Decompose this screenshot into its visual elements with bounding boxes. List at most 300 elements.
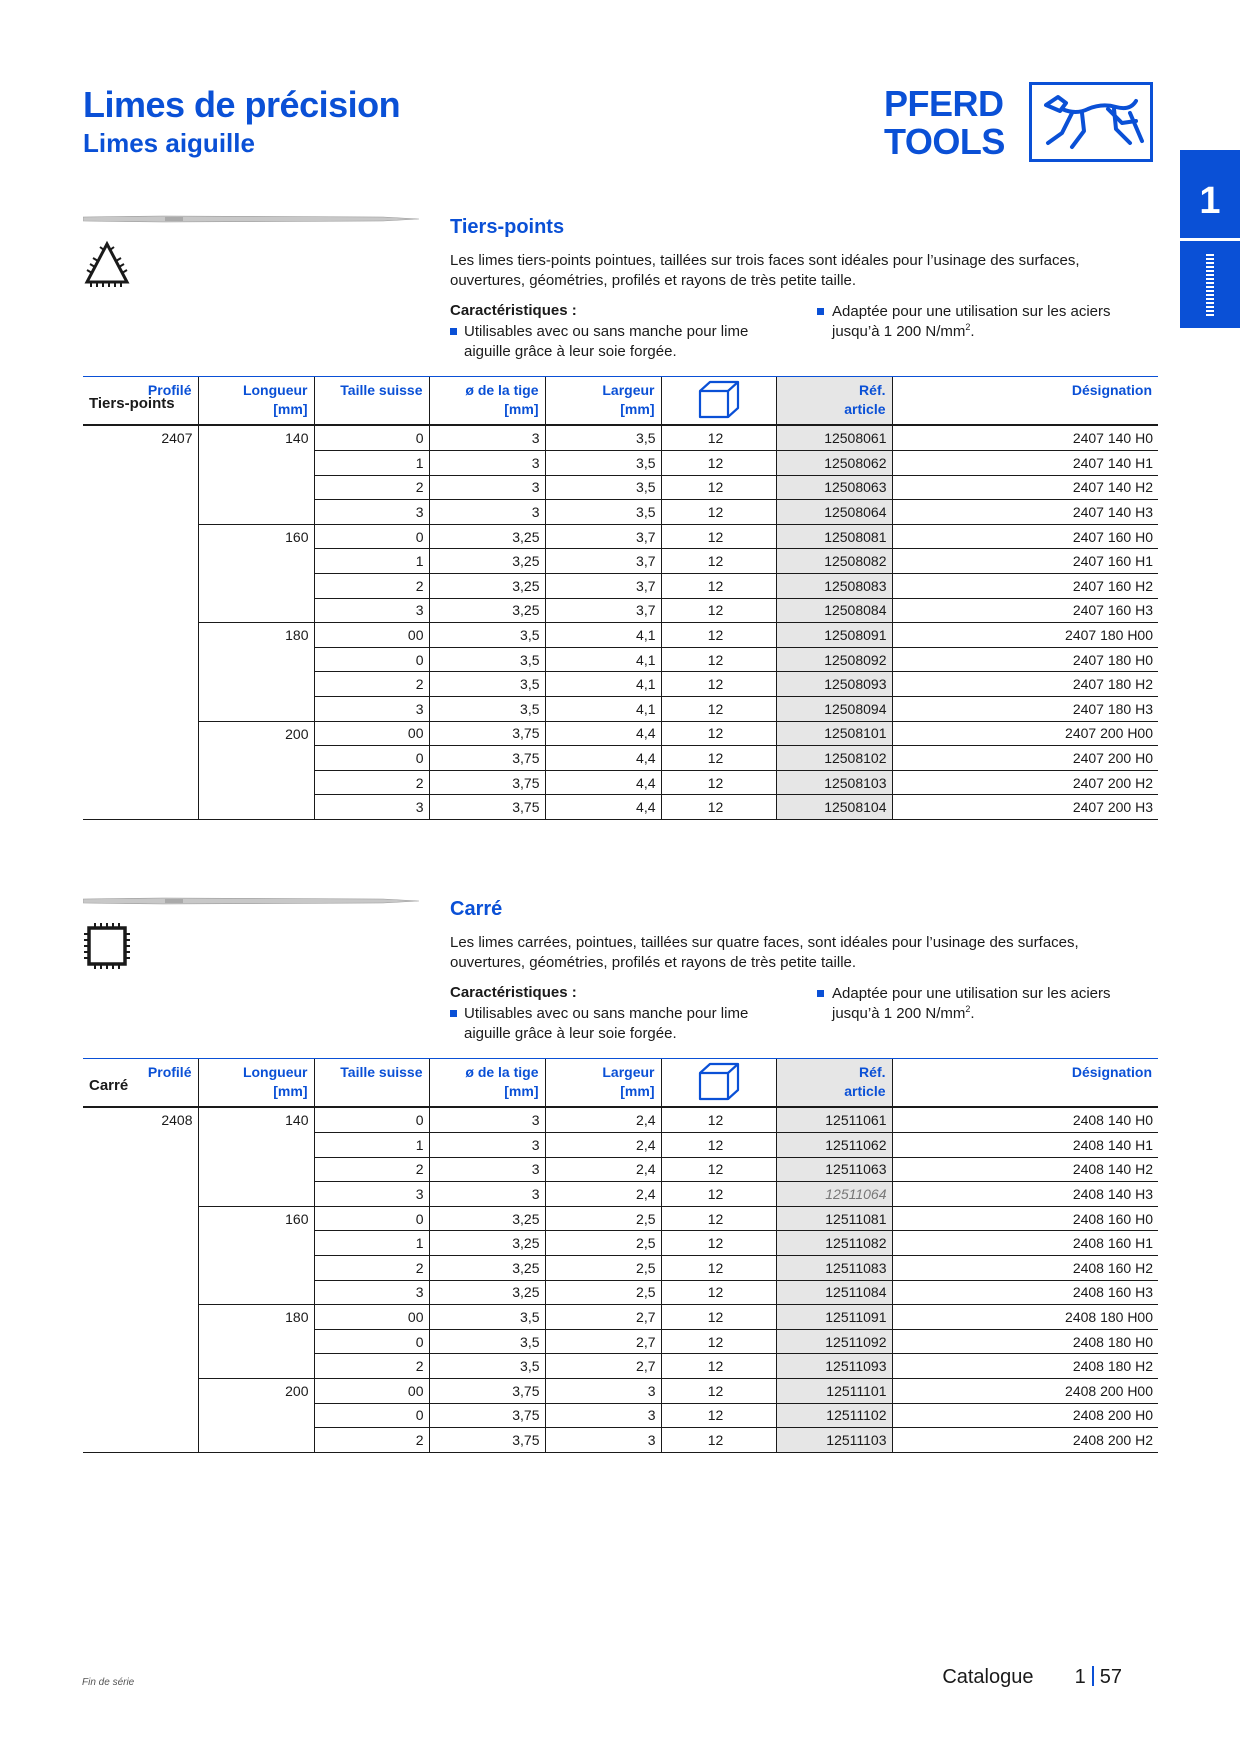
cell-tang-diameter: 3,75 [429, 795, 545, 820]
cell-package: 12 [661, 1231, 776, 1256]
cell-profile [83, 795, 198, 820]
cell-package: 12 [661, 1329, 776, 1354]
cell-swiss-cut: 00 [314, 623, 429, 648]
cell-profile [83, 1379, 198, 1404]
package-box-icon [697, 1061, 741, 1101]
cell-tang-diameter: 3 [429, 475, 545, 500]
cell-reference: 12511061 [776, 1108, 892, 1133]
cell-profile [83, 524, 198, 549]
cell-length [198, 451, 314, 476]
cell-swiss-cut: 2 [314, 672, 429, 697]
cell-length [198, 549, 314, 574]
cell-swiss-cut: 0 [314, 647, 429, 672]
cell-designation: 2408 160 H1 [892, 1231, 1158, 1256]
cell-package: 12 [661, 574, 776, 599]
cell-swiss-cut: 1 [314, 1231, 429, 1256]
cell-profile [83, 672, 198, 697]
page-footer [942, 1666, 1122, 1689]
cell-length [198, 500, 314, 525]
cell-reference: 12508103 [776, 770, 892, 795]
cell-designation: 2408 200 H2 [892, 1428, 1158, 1453]
cell-tang-diameter: 3,5 [429, 1305, 545, 1330]
cell-swiss-cut: 1 [314, 1133, 429, 1158]
cell-reference: 12508084 [776, 598, 892, 623]
bullet-icon [817, 308, 824, 315]
col-swiss-cut: Taille suisse [314, 377, 429, 425]
cell-swiss-cut: 3 [314, 500, 429, 525]
cell-swiss-cut: 0 [314, 1206, 429, 1231]
cell-swiss-cut: 00 [314, 1305, 429, 1330]
cell-package: 12 [661, 500, 776, 525]
cell-profile [83, 770, 198, 795]
page-number: 57 [1099, 1666, 1122, 1688]
cell-width: 3,5 [545, 451, 661, 476]
cell-width: 3,7 [545, 598, 661, 623]
needle-file-icon [83, 896, 419, 906]
feature-superscript: 2 [965, 322, 971, 332]
cell-profile [83, 574, 198, 599]
cell-reference: 12511063 [776, 1157, 892, 1182]
cell-tang-diameter: 3 [429, 1108, 545, 1133]
cell-width: 4,1 [545, 647, 661, 672]
table-row [83, 1354, 1158, 1379]
cell-tang-diameter: 3,25 [429, 549, 545, 574]
cell-reference: 12508093 [776, 672, 892, 697]
cell-reference: 12511092 [776, 1329, 892, 1354]
cell-package: 12 [661, 746, 776, 771]
cell-tang-diameter: 3,25 [429, 1206, 545, 1231]
cell-swiss-cut: 2 [314, 1157, 429, 1182]
cell-tang-diameter: 3,25 [429, 598, 545, 623]
cell-reference: 12511081 [776, 1206, 892, 1231]
cell-tang-diameter: 3 [429, 1182, 545, 1207]
cell-reference: 12511101 [776, 1379, 892, 1404]
cell-package: 12 [661, 697, 776, 722]
bullet-icon [450, 328, 457, 335]
cell-package: 12 [661, 598, 776, 623]
cell-length [198, 475, 314, 500]
cell-package: 12 [661, 1206, 776, 1231]
cell-width: 3,7 [545, 549, 661, 574]
cell-reference: 12511102 [776, 1403, 892, 1428]
cell-designation: 2408 160 H2 [892, 1256, 1158, 1281]
cell-reference: 12508063 [776, 475, 892, 500]
cell-length: 180 [198, 623, 314, 648]
cell-reference: 12508102 [776, 746, 892, 771]
group-label-text: Carré [89, 1077, 129, 1094]
cell-profile [83, 598, 198, 623]
cell-length: 140 [198, 426, 314, 451]
cell-designation: 2408 160 H0 [892, 1206, 1158, 1231]
cell-swiss-cut: 3 [314, 598, 429, 623]
cell-width: 4,4 [545, 795, 661, 820]
col-swiss-cut: Taille suisse [314, 1059, 429, 1107]
cell-profile [83, 1206, 198, 1231]
cell-profile [83, 1428, 198, 1453]
cell-width: 3 [545, 1428, 661, 1453]
cell-length [198, 1354, 314, 1379]
cell-reference: 12508091 [776, 623, 892, 648]
features-title: Caractéristiques : [450, 984, 577, 1001]
cell-width: 2,7 [545, 1329, 661, 1354]
cell-designation: 2407 200 H0 [892, 746, 1158, 771]
cell-swiss-cut: 0 [314, 1403, 429, 1428]
cell-profile [83, 1354, 198, 1379]
col-length: Longueur [mm] [198, 1059, 314, 1107]
cell-width: 4,1 [545, 623, 661, 648]
cell-tang-diameter: 3,75 [429, 1403, 545, 1428]
cell-package: 12 [661, 1133, 776, 1158]
feature-text: Adaptée pour une utilisation sur les aciers jusqu’à 1 200 N/mm [832, 303, 1111, 340]
features-title: Caractéristiques : [450, 302, 577, 319]
cell-package: 12 [661, 672, 776, 697]
cell-profile [83, 623, 198, 648]
table-row [83, 500, 1158, 525]
cell-swiss-cut: 2 [314, 1428, 429, 1453]
product-table [83, 426, 1158, 820]
cell-profile [83, 697, 198, 722]
cell-tang-diameter: 3,25 [429, 524, 545, 549]
cell-profile [83, 1256, 198, 1281]
table-row [83, 549, 1158, 574]
cell-designation: 2408 200 H00 [892, 1379, 1158, 1404]
cell-length [198, 1133, 314, 1158]
cell-profile [83, 1231, 198, 1256]
cell-tang-diameter: 3 [429, 1157, 545, 1182]
cell-reference: 12511062 [776, 1133, 892, 1158]
bullet-icon [450, 1010, 457, 1017]
cell-width: 2,4 [545, 1108, 661, 1133]
cell-designation: 2407 160 H0 [892, 524, 1158, 549]
cell-reference: 12511082 [776, 1231, 892, 1256]
cell-profile [83, 500, 198, 525]
cell-designation: 2408 140 H3 [892, 1182, 1158, 1207]
col-width: Largeur [mm] [545, 377, 661, 425]
cell-length: 200 [198, 1379, 314, 1404]
cell-package: 12 [661, 1428, 776, 1453]
table-row [83, 598, 1158, 623]
cell-swiss-cut: 0 [314, 426, 429, 451]
cell-length [198, 1428, 314, 1453]
cell-swiss-cut: 00 [314, 721, 429, 746]
cell-swiss-cut: 0 [314, 1108, 429, 1133]
table-row [83, 1280, 1158, 1305]
cell-reference: 12511064 [776, 1182, 892, 1207]
cell-length [198, 1256, 314, 1281]
needle-file-icon [83, 214, 419, 224]
col-reference: Réf. article [776, 377, 892, 425]
cell-length [198, 795, 314, 820]
table-row [83, 746, 1158, 771]
cell-designation: 2407 200 H3 [892, 795, 1158, 820]
cell-designation: 2408 140 H1 [892, 1133, 1158, 1158]
cell-swiss-cut: 3 [314, 795, 429, 820]
table-row [83, 1206, 1158, 1231]
table-row [83, 1157, 1158, 1182]
section-description: Les limes tiers-points pointues, taillées sur trois faces sont idéales pour l’usinage des surfaces, ouvertures, géométries, profilés et rayons de très petite taille. [450, 252, 1080, 289]
cell-package: 12 [661, 1354, 776, 1379]
cell-swiss-cut: 00 [314, 1379, 429, 1404]
package-box-icon [697, 379, 741, 419]
cell-package: 12 [661, 1305, 776, 1330]
cell-width: 3 [545, 1403, 661, 1428]
feature-superscript: 2 [965, 1004, 971, 1014]
cell-profile [83, 746, 198, 771]
cell-package: 12 [661, 721, 776, 746]
logo-word-1: PFERD [884, 83, 1004, 124]
cell-swiss-cut: 3 [314, 697, 429, 722]
cell-length [198, 1231, 314, 1256]
section-description: Les limes carrées, pointues, taillées sur quatre faces, sont idéales pour l’usinage des surfaces, ouvertures, géométries, profilés et rayons de très petite taille. [450, 934, 1079, 971]
cell-profile: 2407 [161, 430, 193, 447]
horse-logo-icon [1029, 82, 1153, 162]
cell-package: 12 [661, 475, 776, 500]
footer-separator [1092, 1666, 1094, 1686]
table-row [83, 770, 1158, 795]
cell-reference: 12508082 [776, 549, 892, 574]
chapter-tab[interactable] [1180, 150, 1240, 328]
cell-tang-diameter: 3,75 [429, 1379, 545, 1404]
cell-designation: 2407 200 H00 [892, 721, 1158, 746]
feature-text-end: . [970, 323, 975, 340]
cell-swiss-cut: 2 [314, 574, 429, 599]
section-title: Carré [450, 898, 503, 920]
col-width: Largeur [mm] [545, 1059, 661, 1107]
cell-profile [83, 549, 198, 574]
col-package [661, 1059, 776, 1107]
cell-length [198, 1182, 314, 1207]
feature-text-end: . [970, 1005, 975, 1022]
cell-profile: 2408 [161, 1112, 193, 1129]
feature-text: Adaptée pour une utilisation sur les aciers jusqu’à 1 200 N/mm [832, 985, 1111, 1022]
section-title: Tiers-points [450, 216, 565, 238]
cell-width: 3,5 [545, 475, 661, 500]
table-row [83, 795, 1158, 820]
feature-text: Utilisables avec ou sans manche pour lime aiguille grâce à leur soie forgée. [464, 1005, 749, 1042]
cell-designation: 2407 140 H0 [892, 426, 1158, 451]
cell-package: 12 [661, 1280, 776, 1305]
cell-length: 160 [198, 1206, 314, 1231]
cell-swiss-cut: 0 [314, 524, 429, 549]
cell-width: 4,1 [545, 697, 661, 722]
cell-profile [83, 1280, 198, 1305]
cell-tang-diameter: 3 [429, 500, 545, 525]
cell-designation: 2407 160 H1 [892, 549, 1158, 574]
cell-package: 12 [661, 1108, 776, 1133]
cell-length [198, 1403, 314, 1428]
cell-designation: 2407 180 H00 [892, 623, 1158, 648]
cell-width: 3 [545, 1379, 661, 1404]
col-designation: Désignation [892, 377, 1158, 425]
cell-swiss-cut: 2 [314, 770, 429, 795]
col-package [661, 377, 776, 425]
cell-designation: 2407 180 H3 [892, 697, 1158, 722]
cell-tang-diameter: 3,5 [429, 1329, 545, 1354]
cell-reference: 12511093 [776, 1354, 892, 1379]
cell-designation: 2407 140 H3 [892, 500, 1158, 525]
cell-package: 12 [661, 770, 776, 795]
cell-reference: 12508101 [776, 721, 892, 746]
cell-swiss-cut: 1 [314, 549, 429, 574]
cell-profile [83, 1329, 198, 1354]
cell-package: 12 [661, 524, 776, 549]
needle-file-icon [1206, 254, 1214, 316]
table-row [83, 574, 1158, 599]
cell-width: 3,5 [545, 426, 661, 451]
cell-length [198, 770, 314, 795]
cell-designation: 2407 160 H3 [892, 598, 1158, 623]
cell-width: 4,4 [545, 746, 661, 771]
cell-tang-diameter: 3,25 [429, 1256, 545, 1281]
cell-tang-diameter: 3 [429, 1133, 545, 1158]
cell-designation: 2408 140 H2 [892, 1157, 1158, 1182]
feature-item [450, 322, 785, 362]
square-profile-icon [83, 922, 131, 970]
table-row [83, 1108, 1158, 1133]
page-subtitle: Limes aiguille [83, 128, 255, 158]
cell-swiss-cut: 0 [314, 746, 429, 771]
table-row [83, 1428, 1158, 1453]
header-table [83, 376, 1158, 425]
cell-package: 12 [661, 1379, 776, 1404]
page-title: Limes de précision [83, 84, 401, 125]
cell-length [198, 1157, 314, 1182]
cell-length [198, 697, 314, 722]
table-row [83, 1379, 1158, 1404]
cell-swiss-cut: 2 [314, 1354, 429, 1379]
cell-package: 12 [661, 426, 776, 451]
table-row [83, 1256, 1158, 1281]
cell-designation: 2407 180 H0 [892, 647, 1158, 672]
table-row [83, 697, 1158, 722]
cell-package: 12 [661, 1182, 776, 1207]
table-row [83, 1182, 1158, 1207]
cell-length [198, 598, 314, 623]
cell-width: 3,5 [545, 500, 661, 525]
table-row [83, 1329, 1158, 1354]
cell-package: 12 [661, 795, 776, 820]
table-row [83, 426, 1158, 451]
cell-length [198, 1329, 314, 1354]
col-designation: Désignation [892, 1059, 1158, 1107]
cell-width: 3,7 [545, 574, 661, 599]
cell-profile [83, 1305, 198, 1330]
cell-width: 2,5 [545, 1231, 661, 1256]
cell-reference: 12508083 [776, 574, 892, 599]
cell-width: 2,4 [545, 1157, 661, 1182]
cell-profile [83, 1182, 198, 1207]
cell-length: 140 [198, 1108, 314, 1133]
cell-width: 2,5 [545, 1280, 661, 1305]
cell-reference: 12511103 [776, 1428, 892, 1453]
cell-designation: 2407 180 H2 [892, 672, 1158, 697]
cell-profile [83, 475, 198, 500]
brand-logo [884, 82, 1158, 166]
feature-text: Utilisables avec ou sans manche pour lime aiguille grâce à leur soie forgée. [464, 323, 749, 360]
cell-swiss-cut: 2 [314, 1256, 429, 1281]
table-row [83, 672, 1158, 697]
cell-designation: 2407 160 H2 [892, 574, 1158, 599]
cell-profile [83, 647, 198, 672]
col-profile: Profilé [83, 377, 198, 425]
cell-width: 4,4 [545, 721, 661, 746]
group-label-text: Tiers-points [89, 395, 175, 412]
cell-tang-diameter: 3,5 [429, 1354, 545, 1379]
table-row [83, 475, 1158, 500]
cell-reference: 12508064 [776, 500, 892, 525]
cell-tang-diameter: 3,5 [429, 697, 545, 722]
table-row [83, 623, 1158, 648]
footer-chapter: 1 [1074, 1666, 1086, 1688]
cell-swiss-cut: 3 [314, 1280, 429, 1305]
table-row [83, 1403, 1158, 1428]
cell-package: 12 [661, 549, 776, 574]
cell-package: 12 [661, 623, 776, 648]
cell-swiss-cut: 2 [314, 475, 429, 500]
cell-tang-diameter: 3 [429, 426, 545, 451]
cell-reference: 12508094 [776, 697, 892, 722]
cell-length [198, 672, 314, 697]
cell-width: 2,5 [545, 1256, 661, 1281]
triangle-profile-icon [83, 240, 131, 288]
cell-length: 200 [198, 721, 314, 746]
cell-designation: 2408 180 H00 [892, 1305, 1158, 1330]
cell-designation: 2407 140 H1 [892, 451, 1158, 476]
cell-reference: 12511091 [776, 1305, 892, 1330]
cell-width: 2,4 [545, 1182, 661, 1207]
col-profile: Profilé [83, 1059, 198, 1107]
cell-designation: 2407 140 H2 [892, 475, 1158, 500]
cell-tang-diameter: 3 [429, 451, 545, 476]
cell-length [198, 647, 314, 672]
cell-package: 12 [661, 1256, 776, 1281]
cell-reference: 12508061 [776, 426, 892, 451]
cell-reference: 12508062 [776, 451, 892, 476]
cell-length [198, 746, 314, 771]
cell-profile [83, 1403, 198, 1428]
chapter-number: 1 [1199, 180, 1221, 222]
cell-tang-diameter: 3,75 [429, 1428, 545, 1453]
table-row [83, 647, 1158, 672]
bullet-icon [817, 990, 824, 997]
cell-width: 2,7 [545, 1354, 661, 1379]
product-table [83, 1108, 1158, 1453]
cell-length [198, 1280, 314, 1305]
chapter-separator [1180, 238, 1240, 241]
cell-length [198, 574, 314, 599]
col-tang-diameter: ø de la tige [mm] [429, 1059, 545, 1107]
cell-width: 4,1 [545, 672, 661, 697]
cell-tang-diameter: 3,25 [429, 1280, 545, 1305]
col-reference: Réf. article [776, 1059, 892, 1107]
table-row [83, 451, 1158, 476]
cell-designation: 2408 160 H3 [892, 1280, 1158, 1305]
cell-package: 12 [661, 451, 776, 476]
cell-package: 12 [661, 647, 776, 672]
cell-designation: 2408 180 H0 [892, 1329, 1158, 1354]
table-row [83, 1305, 1158, 1330]
cell-designation: 2408 200 H0 [892, 1403, 1158, 1428]
cell-profile [83, 1133, 198, 1158]
cell-package: 12 [661, 1157, 776, 1182]
catalogue-label: Catalogue [942, 1666, 1034, 1688]
cell-package: 12 [661, 1403, 776, 1428]
cell-width: 2,4 [545, 1133, 661, 1158]
logo-word-2: TOOLS [884, 121, 1005, 162]
cell-tang-diameter: 3,75 [429, 746, 545, 771]
footer-note: Fin de série [82, 1677, 135, 1688]
cell-length: 180 [198, 1305, 314, 1330]
